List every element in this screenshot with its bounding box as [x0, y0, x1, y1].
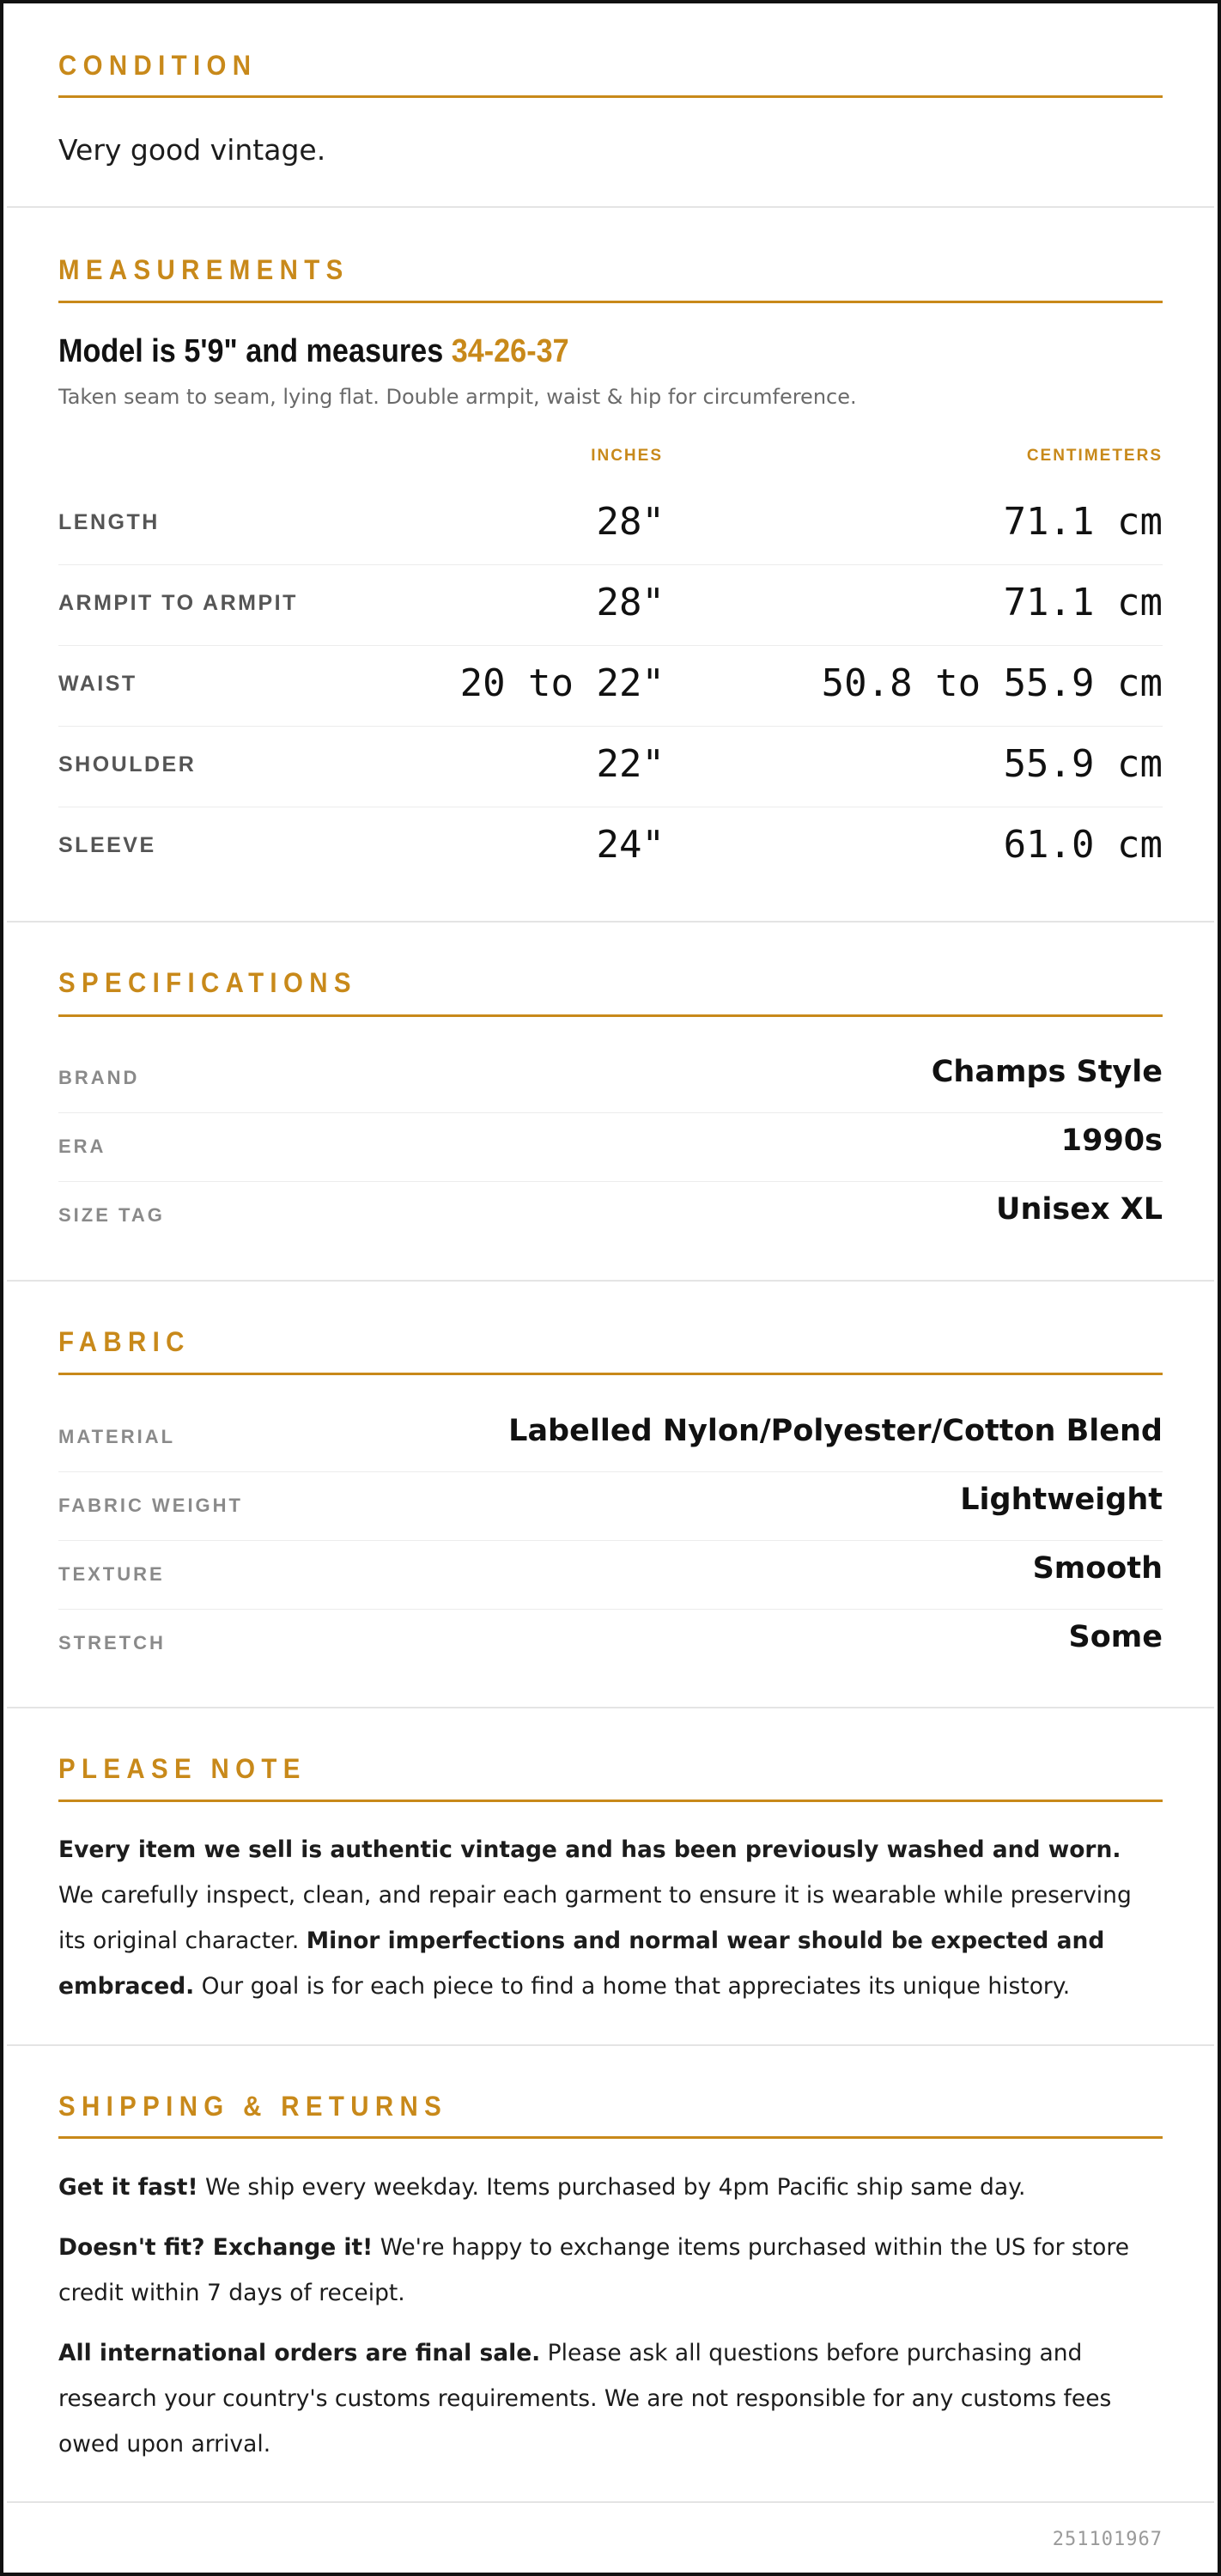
measurement-centimeters: 50.8 to 55.9 cm — [821, 661, 1163, 705]
shipping-text-3: Please ask all questions before purchasing and research your country's customs requirements. We are not responsible for any customs fees owed upon arrival. — [58, 2340, 1112, 2457]
note-text-2: Our goal is for each piece to find a home that appreciates its unique history. — [194, 1973, 1071, 2000]
section-heading: PLEASE NOTE — [58, 1753, 307, 1784]
note-text-1: We carefully inspect, clean, and repair each garment to ensure it is wearable while preserving its original character. — [58, 1882, 1132, 1954]
measurement-centimeters: 61.0 cm — [1003, 823, 1163, 867]
measurement-inches: 22" — [596, 742, 665, 786]
measurement-centimeters: 71.1 cm — [1003, 500, 1163, 544]
condition-text: Very good vintage. — [58, 133, 326, 167]
heading-rule — [58, 1800, 1163, 1802]
shipping-paragraph-2 — [58, 2225, 1163, 2316]
spec-value: 1990s — [1060, 1124, 1163, 1158]
measurement-inches: 28" — [596, 500, 665, 544]
spec-label: ERA — [58, 1136, 106, 1157]
specifications-section — [7, 923, 1214, 1282]
note-paragraph — [58, 1827, 1163, 2009]
fabric-row — [58, 1541, 1163, 1610]
model-measurements-title — [58, 333, 569, 370]
please-note-section — [7, 1708, 1214, 2046]
measurement-label: ARMPIT TO ARMPIT — [58, 591, 298, 615]
measurement-centimeters: 55.9 cm — [1003, 742, 1163, 786]
fabric-value: Smooth — [1032, 1551, 1163, 1586]
measurement-row — [58, 727, 1163, 807]
shipping-bold-2: Doesn't fit? Exchange it! — [58, 2234, 374, 2261]
condition-section — [7, 3, 1214, 210]
shipping-text-2: We're happy to exchange items purchased within the US for store credit within 7 days of receipt. — [58, 2234, 1130, 2306]
item-id: 251101967 — [1052, 2529, 1163, 2550]
spec-row — [58, 1113, 1163, 1182]
shipping-paragraph-3 — [58, 2330, 1163, 2467]
measurement-inches: 28" — [596, 581, 665, 624]
fabric-label: STRETCH — [58, 1632, 166, 1653]
section-heading: FABRIC — [58, 1326, 191, 1357]
measurement-row — [58, 565, 1163, 646]
measurement-centimeters: 71.1 cm — [1003, 581, 1163, 624]
section-heading: CONDITION — [58, 50, 258, 81]
heading-rule — [58, 301, 1163, 303]
measurement-inches: 20 to 22" — [459, 661, 665, 705]
fabric-label: MATERIAL — [58, 1426, 176, 1447]
fabric-row — [58, 1610, 1163, 1678]
heading-rule — [58, 95, 1163, 98]
fabric-section — [7, 1282, 1214, 1708]
fabric-row — [58, 1404, 1163, 1472]
shipping-paragraph-1 — [58, 2165, 1163, 2210]
measurement-row — [58, 484, 1163, 565]
measurements-section — [7, 208, 1214, 923]
model-title-prefix: Model is 5'9" and measures — [58, 333, 452, 369]
fabric-row — [58, 1472, 1163, 1541]
section-divider — [7, 2501, 1214, 2503]
spec-label: SIZE TAG — [58, 1204, 165, 1226]
measurement-caption: Taken seam to seam, lying flat. Double armpit, waist & hip for circumference. — [58, 385, 857, 409]
spec-row — [58, 1044, 1163, 1113]
fabric-value: Lightweight — [960, 1483, 1163, 1517]
measurement-label: SLEEVE — [58, 833, 156, 857]
measurement-label: LENGTH — [58, 510, 160, 534]
model-measures-accent: 34-26-37 — [451, 333, 569, 369]
measurement-label: WAIST — [58, 672, 137, 696]
fabric-label: FABRIC WEIGHT — [58, 1495, 243, 1516]
measurement-label: SHOULDER — [58, 752, 197, 776]
fabric-value: Labelled Nylon/Polyester/Cotton Blend — [508, 1414, 1163, 1448]
section-heading: SHIPPING & RETURNS — [58, 2091, 448, 2122]
measurement-row — [58, 807, 1163, 888]
shipping-text-1: We ship every weekday. Items purchased by 4pm Pacific ship same day. — [197, 2174, 1026, 2201]
shipping-bold-3: All international orders are final sale. — [58, 2340, 541, 2366]
section-heading: MEASUREMENTS — [58, 254, 349, 285]
measurement-row — [58, 646, 1163, 727]
section-heading: SPECIFICATIONS — [58, 967, 357, 998]
note-bold-1: Every item we sell is authentic vintage and has been previously washed and worn. — [58, 1836, 1121, 1863]
fabric-label: TEXTURE — [58, 1563, 165, 1585]
note-bold-2: Minor imperfections and normal wear should be expected and embraced. — [58, 1927, 1105, 2000]
heading-rule — [58, 1373, 1163, 1375]
heading-rule — [58, 1014, 1163, 1017]
spec-label: BRAND — [58, 1067, 140, 1088]
heading-rule — [58, 2136, 1163, 2139]
measurement-inches: 24" — [596, 823, 665, 867]
shipping-returns-section — [7, 2046, 1214, 2503]
spec-value: Champs Style — [931, 1055, 1163, 1089]
spec-value: Unisex XL — [996, 1192, 1163, 1227]
column-header-inches: INCHES — [591, 447, 663, 465]
column-header-centimeters: CENTIMETERS — [1026, 447, 1163, 465]
spec-row — [58, 1182, 1163, 1251]
shipping-bold-1: Get it fast! — [58, 2174, 198, 2201]
fabric-value: Some — [1068, 1620, 1163, 1654]
